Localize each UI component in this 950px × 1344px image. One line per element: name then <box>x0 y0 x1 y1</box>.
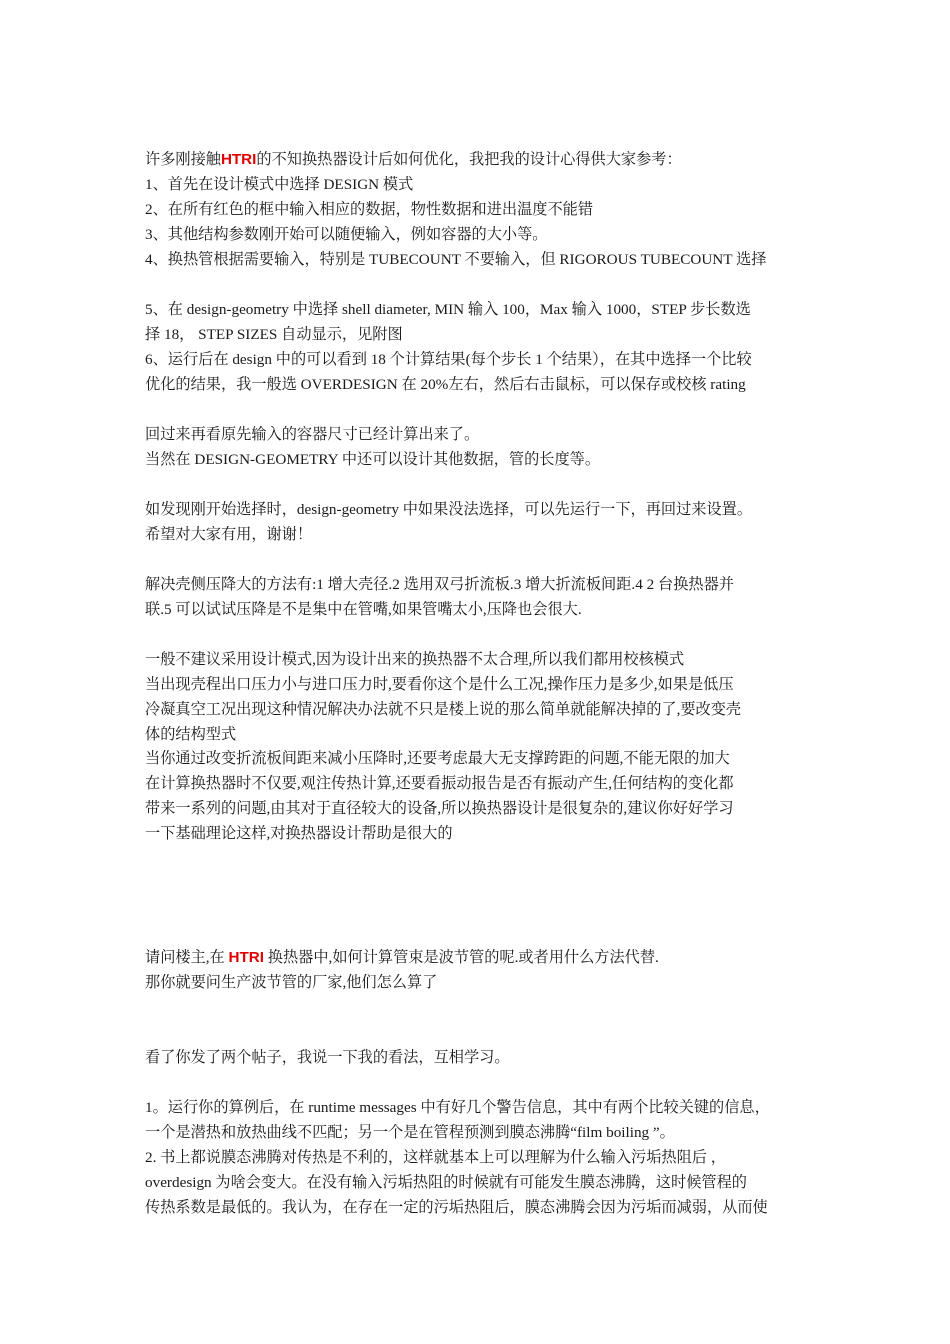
pressure-drop-line-2: 联.5 可以试试压降是不是集中在管嘴,如果管嘴太小,压降也会很大. <box>145 601 582 618</box>
advice-line-7: 带来一系列的问题,由其对于直径较大的设备,所以换热器设计是很复杂的,建议你好好学习 <box>145 800 734 817</box>
intro-text-start: 许多刚接触 <box>145 151 221 168</box>
pressure-drop-line-1: 解决壳侧压降大的方法有:1 增大壳径.2 选用双弓折流板.3 增大折流板间距.4 2 台换热器并 <box>145 576 734 593</box>
step-1: 1、首先在设计模式中选择 DESIGN 模式 <box>145 176 414 193</box>
advice-line-6: 在计算换热器时不仅要,观注传热计算,还要看振动报告是否有振动产生,任何结构的变化都 <box>145 775 734 792</box>
step-4: 4、换热管根据需要输入，特别是 TUBECOUNT 不要输入，但 RIGOROUS TUBECOUNT 选择 <box>145 251 767 268</box>
tip-line-1: 如发现刚开始选择时，design-geometry 中如果没法选择，可以先运行一下，再回过来设置。 <box>145 501 753 518</box>
advice-line-2: 当出现壳程出口压力小与进口压力时,要看你这个是什么工况,操作压力是多少,如果是低压 <box>145 676 734 693</box>
tip-line-2: 希望对大家有用，谢谢！ <box>145 526 313 543</box>
question-line <box>145 946 825 970</box>
reply-line-3: 2. 书上都说膜态沸腾对传热是不利的，这样就基本上可以理解为什么输入污垢热阻后 ， <box>145 1149 726 1166</box>
advice-line-8: 一下基础理论这样,对换热器设计帮助是很大的 <box>145 825 453 842</box>
followup-line-1: 回过来再看原先输入的容器尺寸已经计算出来了。 <box>145 426 480 443</box>
brand-highlight: HTRI <box>220 151 257 168</box>
step-5-line-2: 择 18， STEP SIZES 自动显示，见附图 <box>145 326 403 343</box>
question-text-end: 换热器中,如何计算管束是波节管的呢.或者用什么方法代替. <box>263 949 659 966</box>
advice-line-3: 冷凝真空工况出现这种情况解决办法就不只是楼上说的那么简单就能解决掉的了,要改变壳 <box>145 701 742 718</box>
followup-line-2: 当然在 DESIGN-GEOMETRY 中还可以设计其他数据，管的长度等。 <box>145 451 601 468</box>
step-6-line-1: 6、运行后在 design 中的可以看到 18 个计算结果(每个步长 1 个结果），在其中选择一个比较 <box>145 351 752 368</box>
reply-line-1: 1。运行你的算例后，在 runtime messages 中有好几个警告信息，其中有两个比较关键的信息， <box>145 1099 770 1116</box>
advice-line-4: 体的结构型式 <box>145 726 237 743</box>
reply-line-5: 传热系数是最低的。我认为，在存在一定的污垢热阻后，膜态沸腾会因为污垢而减弱，从而使 <box>145 1199 768 1216</box>
intro-line <box>145 148 825 172</box>
question-text-start: 请问楼主,在 <box>145 949 229 966</box>
reply-line-4: overdesign 为啥会变大。在没有输入污垢热阻的时候就有可能发生膜态沸腾，这时候管程的 <box>145 1174 747 1191</box>
step-6-line-2: 优化的结果，我一般选 OVERDESIGN 在 20%左右，然后右击鼠标，可以保存或校核 rating <box>145 376 746 393</box>
answer-line: 那你就要问生产波节管的厂家,他们怎么算了 <box>145 974 438 991</box>
intro-text-end: 的不知换热器设计后如何优化，我把我的设计心得供大家参考： <box>256 151 682 168</box>
step-2: 2、在所有红色的框中输入相应的数据，物性数据和进出温度不能错 <box>145 201 594 218</box>
reply-intro: 看了你发了两个帖子，我说一下我的看法，互相学习。 <box>145 1049 510 1066</box>
advice-line-5: 当你通过改变折流板间距来减小压降时,还要考虑最大无支撑跨距的问题,不能无限的加大 <box>145 750 730 767</box>
step-3: 3、其他结构参数刚开始可以随便输入，例如容器的大小等。 <box>145 226 548 243</box>
brand-highlight-question: HTRI <box>228 949 264 966</box>
step-5-line-1: 5、在 design-geometry 中选择 shell diameter, MIN 输入 100，Max 输入 1000，STEP 步长数选 <box>145 301 751 318</box>
advice-line-1: 一般不建议采用设计模式,因为设计出来的换热器不太合理,所以我们都用校核模式 <box>145 651 685 668</box>
reply-line-2: 一个是潜热和放热曲线不匹配；另一个是在管程预测到膜态沸腾“film boiling ”。 <box>145 1124 675 1141</box>
